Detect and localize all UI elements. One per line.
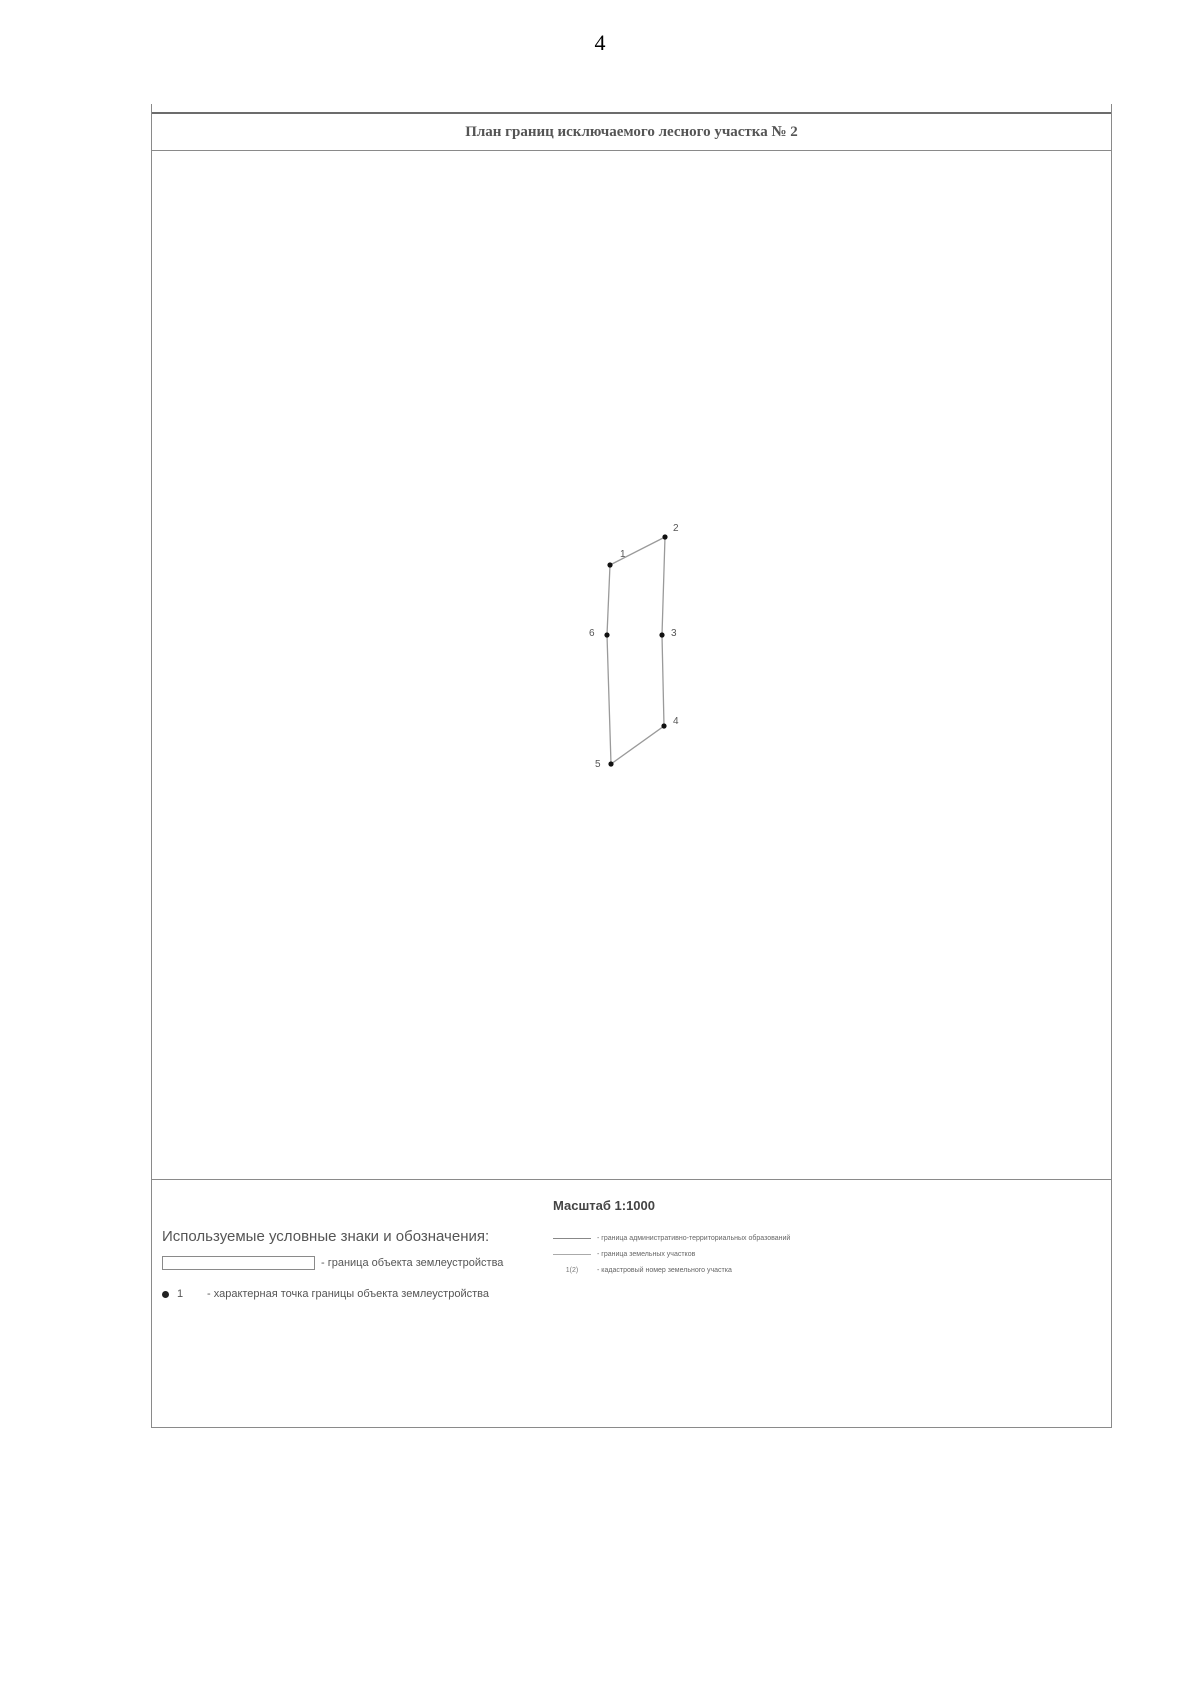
page-number: 4	[594, 30, 606, 55]
boundary-point-1	[607, 562, 612, 567]
plan-title: План границ исключаемого лесного участка № 2	[151, 114, 1112, 151]
parcel-code-sample: 1(2)	[565, 1267, 579, 1274]
parcel-boundary-line	[553, 1254, 591, 1255]
boundary-point-3	[659, 632, 664, 637]
legend-parcel-code-text: - кадастровый номер земельного участка	[597, 1267, 732, 1274]
object-boundary-polygon	[607, 537, 665, 764]
boundary-points	[589, 523, 679, 770]
boundary-point-label-4: 4	[673, 716, 679, 727]
boundary-point-label-6: 6	[589, 628, 595, 639]
legend-point-number: 1	[177, 1288, 184, 1300]
legend-parcel-code	[553, 1267, 732, 1274]
legend-object-boundary-text: - граница объекта землеустройства	[321, 1257, 504, 1269]
admin-boundary-line	[553, 1238, 591, 1239]
boundary-point-label-5: 5	[595, 759, 601, 770]
boundary-point-label-2: 2	[673, 523, 679, 534]
legend-heading: Используемые условные знаки и обозначения:	[162, 1228, 490, 1245]
boundary-point-label-1: 1	[620, 549, 626, 560]
boundary-point-label-3: 3	[671, 628, 677, 639]
legend-parcel-boundary	[553, 1251, 695, 1258]
legend-parcel-boundary-text: - граница земельных участков	[597, 1251, 696, 1258]
boundary-point-6	[604, 632, 609, 637]
boundary-point-5	[608, 761, 613, 766]
legend-admin-boundary-text: - граница административно-территориальных образований	[597, 1235, 791, 1242]
boundary-plan-svg	[152, 151, 1111, 1178]
boundary-point-2	[662, 534, 667, 539]
legend-divider	[151, 1179, 1112, 1180]
boundary-point-4	[661, 723, 666, 728]
scale-label: Масштаб 1:1000	[553, 1198, 656, 1213]
legend-admin-boundary	[553, 1235, 790, 1242]
legend-characteristic-point	[162, 1288, 489, 1300]
plan-map	[152, 151, 1111, 1178]
point-marker-icon	[162, 1291, 169, 1298]
boundary-swatch	[162, 1256, 315, 1270]
legend-object-boundary	[162, 1256, 503, 1270]
legend-point-text: - характерная точка границы объекта землеустройства	[207, 1288, 489, 1300]
